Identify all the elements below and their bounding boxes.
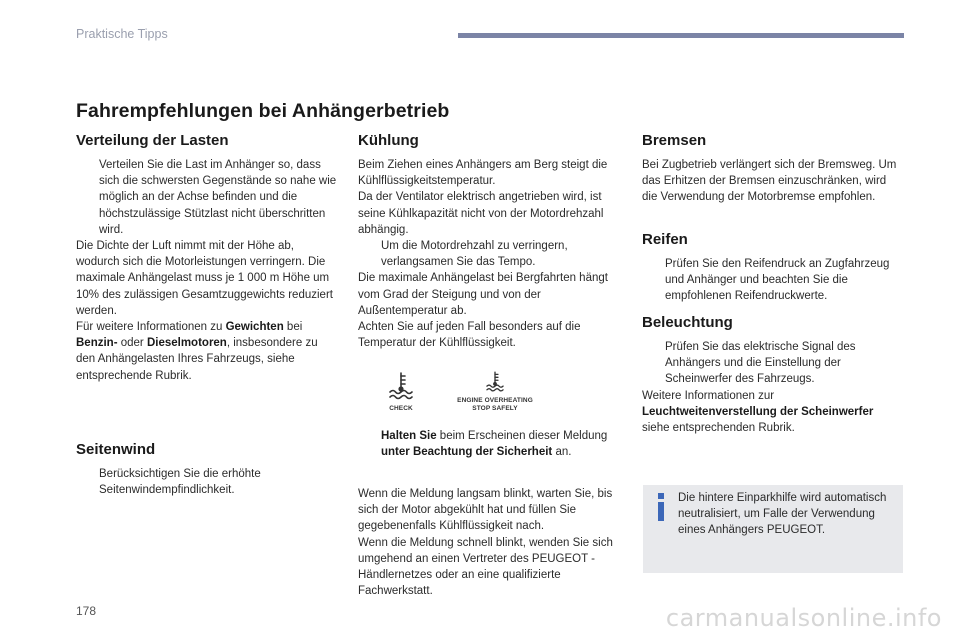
stop-bullet xyxy=(358,428,624,460)
lighting-heading: Beleuchtung xyxy=(642,314,733,331)
stop-safely-bullet xyxy=(358,428,624,460)
cooling-heading: Kühlung xyxy=(358,132,419,149)
warning-icons xyxy=(384,370,544,420)
crosswind-section xyxy=(76,440,338,498)
cooling-paragraph-2: Da der Ventilator elektrisch angetrieben wird, ist seine Kühlkapazität nicht von der Motordrehzahl abhängig. xyxy=(358,191,604,236)
tyres-section xyxy=(642,230,904,305)
cooling-paragraph-1: Beim Ziehen eines Anhängers am Berg steigt die Kühlflüssigkeitstemperatur. xyxy=(358,159,608,188)
crosswind-bullet-text: Berücksichtigen Sie die erhöhte Seitenwindempfindlichkeit. xyxy=(99,468,261,497)
crosswind-heading: Seitenwind xyxy=(76,441,156,458)
slow-blink-paragraph: Wenn die Meldung langsam blinkt, warten Sie, bis sich der Motor abgekühlt hat und füllen Sie gegebenenfalls Kühlflüssigkeit nach. xyxy=(358,488,613,533)
info-icon xyxy=(654,492,668,522)
load-distribution-section xyxy=(76,131,338,384)
brakes-section xyxy=(642,131,904,206)
overheating-label-2: STOP SAFELY xyxy=(472,404,518,412)
overheating-label-1: ENGINE OVERHEATING xyxy=(457,397,533,404)
air-density-paragraph: Die Dichte der Luft nimmt mit der Höhe ab, wodurch sich die Motorleistungen verringern. Die maximale Anhängelast muss je 1 000 m Höhe um 10% des zulässigen Gesamtzuggewichts reduziert werden. xyxy=(76,240,333,317)
crosswind-bullet xyxy=(76,466,338,498)
section-label: Praktische Tipps xyxy=(76,27,168,41)
tyres-heading: Reifen xyxy=(642,231,688,248)
load-bullet xyxy=(76,157,338,238)
fast-blink-paragraph: Wenn die Meldung schnell blinkt, wenden Sie sich umgehend an einen Vertreter des PEUGEOT -Händlernetzes oder an eine qualifizierte Fachwerkstatt. xyxy=(358,536,613,598)
lighting-bullet-text: Prüfen Sie das elektrische Signal des Anhängers und die Einstellung der Scheinwerfer des Fahrzeugs. xyxy=(665,341,856,386)
cooling-bullet xyxy=(358,238,624,270)
weights-reference-paragraph: Für weitere Informationen zu Gewichten bei Benzin- oder Dieselmotoren, insbesondere zu den Anhängelasten Ihres Fahrzeugs, siehe entsprechende Rubrik. xyxy=(76,321,318,382)
blinking-message-section xyxy=(358,486,624,599)
cooling-paragraph-4: Achten Sie auf jeden Fall besonders auf die Temperatur der Kühlflüssigkeit. xyxy=(358,321,581,350)
page-title: Fahrempfehlungen bei Anhängerbetrieb xyxy=(76,100,450,122)
lighting-section xyxy=(642,313,904,436)
cooling-section xyxy=(358,131,624,351)
load-bullet-text: Verteilen Sie die Last im Anhänger so, dass sich die schwersten Gegenstände so nahe wie möglich an der Achse befinden und die höchstzulässige Stützlast nicht überschritten wird. xyxy=(99,159,337,236)
lighting-bullet xyxy=(642,339,904,388)
cooling-paragraph-3: Die maximale Anhängelast bei Bergfahrten hängt vom Grad der Steigung und von der Außentemperatur ab. xyxy=(358,272,608,317)
cooling-bullet-text: Um die Motordrehzahl zu verringern, verlangsamen Sie das Tempo. xyxy=(381,240,568,269)
brakes-heading: Bremsen xyxy=(642,132,707,149)
check-label: CHECK xyxy=(389,405,413,412)
tyres-bullet-text: Prüfen Sie den Reifendruck an Zugfahrzeug und Anhänger und beachten Sie die empfohlenen Reifendruckwerte. xyxy=(665,258,890,303)
tyres-bullet xyxy=(642,256,904,305)
coolant-temperature-icon xyxy=(386,370,416,400)
info-text: Die hintere Einparkhilfe wird automatisch neutralisiert, um Falle der Verwendung eines Anhängers PEUGEOT. xyxy=(678,492,887,537)
coolant-temperature-icon xyxy=(484,370,506,392)
watermark: carmanualsonline.info xyxy=(665,604,942,632)
headlamp-reference-paragraph: Weitere Informationen zur Leuchtweitenverstellung der Scheinwerfer siehe entsprechenden Rubrik. xyxy=(642,389,874,435)
page-number: 178 xyxy=(76,604,97,618)
header-bar xyxy=(458,33,904,38)
stop-bullet-text: Halten Sie beim Erscheinen dieser Meldung unter Beachtung der Sicherheit an. xyxy=(381,430,608,459)
info-box xyxy=(643,485,903,573)
load-distribution-heading: Verteilung der Lasten xyxy=(76,132,229,149)
overheating-warning xyxy=(452,370,538,412)
brakes-paragraph: Bei Zugbetrieb verlängert sich der Bremsweg. Um das Erhitzen der Bremsen einzuschränken, wird die Verwendung der Motorbremse empfohlen. xyxy=(642,159,897,204)
check-warning xyxy=(384,370,418,413)
